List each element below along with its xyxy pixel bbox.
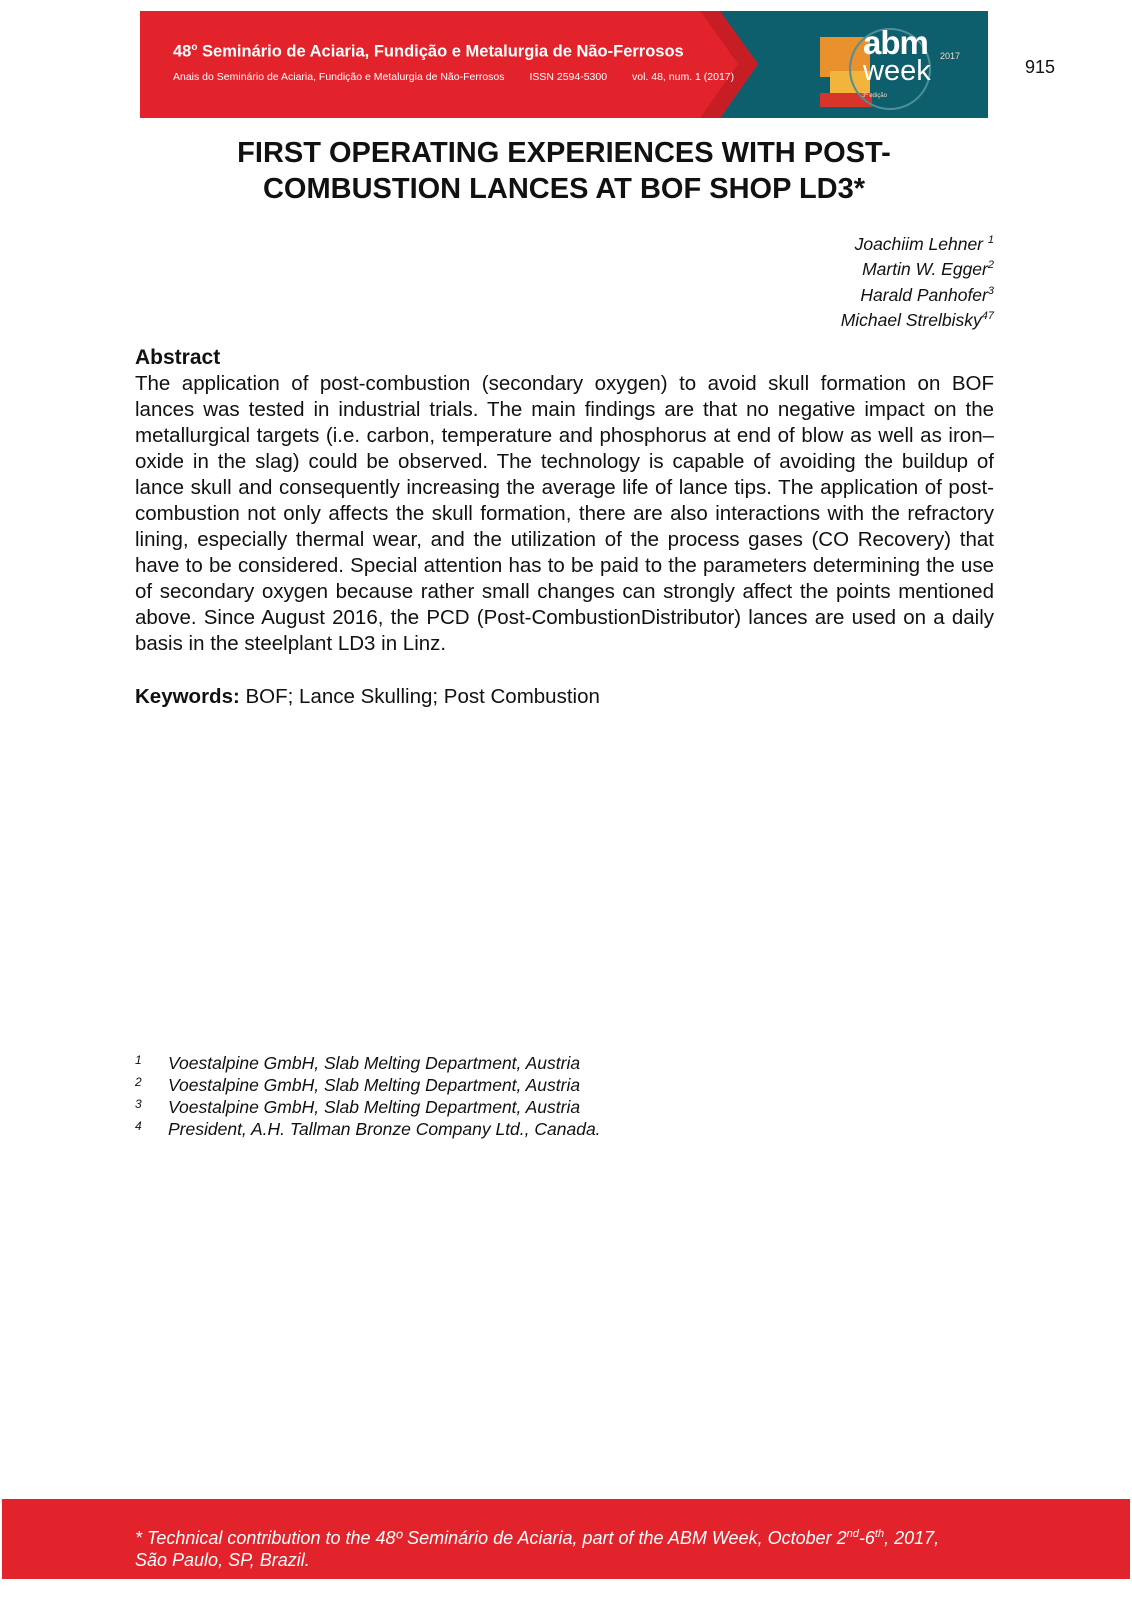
page-number: 915 xyxy=(1025,57,1056,77)
author: Harald Panhofer$^3$ xyxy=(860,284,994,305)
logo-edition: 3ª edição xyxy=(862,93,887,99)
affiliations xyxy=(135,1052,601,1140)
affiliation: 4 President, A.H. Tallman Bronze Company Ltd., Canada. xyxy=(135,1119,601,1139)
author: Martin W. Egger$^2$ xyxy=(862,259,994,280)
banner-graphic xyxy=(140,11,988,118)
footer-note: * Technical contribution to the 48º Seminário de Aciaria, part of the ABM Week, October 2nd-6th, 2017, São Paulo, SP, Brazil. xyxy=(135,1528,940,1570)
annals-name: Anais do Seminário de Aciaria, Fundição e Metalurgia de Não-Ferrosos xyxy=(173,71,505,83)
abm-week-logo: abm week xyxy=(863,24,931,87)
issn: ISSN 2594-5300 xyxy=(529,71,608,83)
author: Michael Strelbisky$^{47}$ xyxy=(840,309,994,330)
affiliation: 3 Voestalpine GmbH, Slab Melting Department, Austria xyxy=(135,1097,581,1117)
volume: vol. 48, num. 1 (2017) xyxy=(632,71,735,83)
author-list xyxy=(841,230,994,331)
logo-year: 2017 xyxy=(940,51,961,61)
keywords: Keywords: BOF; Lance Skulling; Post Combustion xyxy=(135,685,600,708)
affiliation: 2 Voestalpine GmbH, Slab Melting Department, Austria xyxy=(135,1075,581,1095)
seminar-subtitle xyxy=(173,71,756,83)
affiliation: 1 Voestalpine GmbH, Slab Melting Department, Austria xyxy=(135,1053,581,1073)
abstract-text: The application of post-combustion (secondary oxygen) to avoid skull formation on BOF lances was tested in industrial trials. The main findings are that no negative impact on the metallurgical targets (i.e. carbon, temperature and phosphorus at end of blow as well as iron–oxide in the slag) could be observed. The technology is capable of avoiding the buildup of lance skull and consequently increasing the average life of lance tips. The application of post-combustion not only affects the skull formation, there are also interactions with the refractory lining, especially thermal wear, and the utilization of the process gases (CO Recovery) that have to be considered. Special attention has to be paid to the parameters determining the use of secondary oxygen because rather small changes can strongly affect the points mentioned above. Since August 2016, the PCD (Post-CombustionDistributor) lances are used on a daily basis in the steelplant LD3 in Linz. xyxy=(135,372,994,655)
abstract-heading: Abstract xyxy=(135,346,221,369)
header-banner xyxy=(140,11,988,118)
author: Joachiim Lehner $^1$ xyxy=(854,233,994,254)
seminar-title: 48$^o$ Seminário de Aciaria, Fundição e Metalurgia de Não-Ferrosos xyxy=(173,42,684,61)
paper-title: FIRST OPERATING EXPERIENCES WITH POST- COMBUSTION LANCES AT BOF SHOP LD3* xyxy=(237,137,891,205)
